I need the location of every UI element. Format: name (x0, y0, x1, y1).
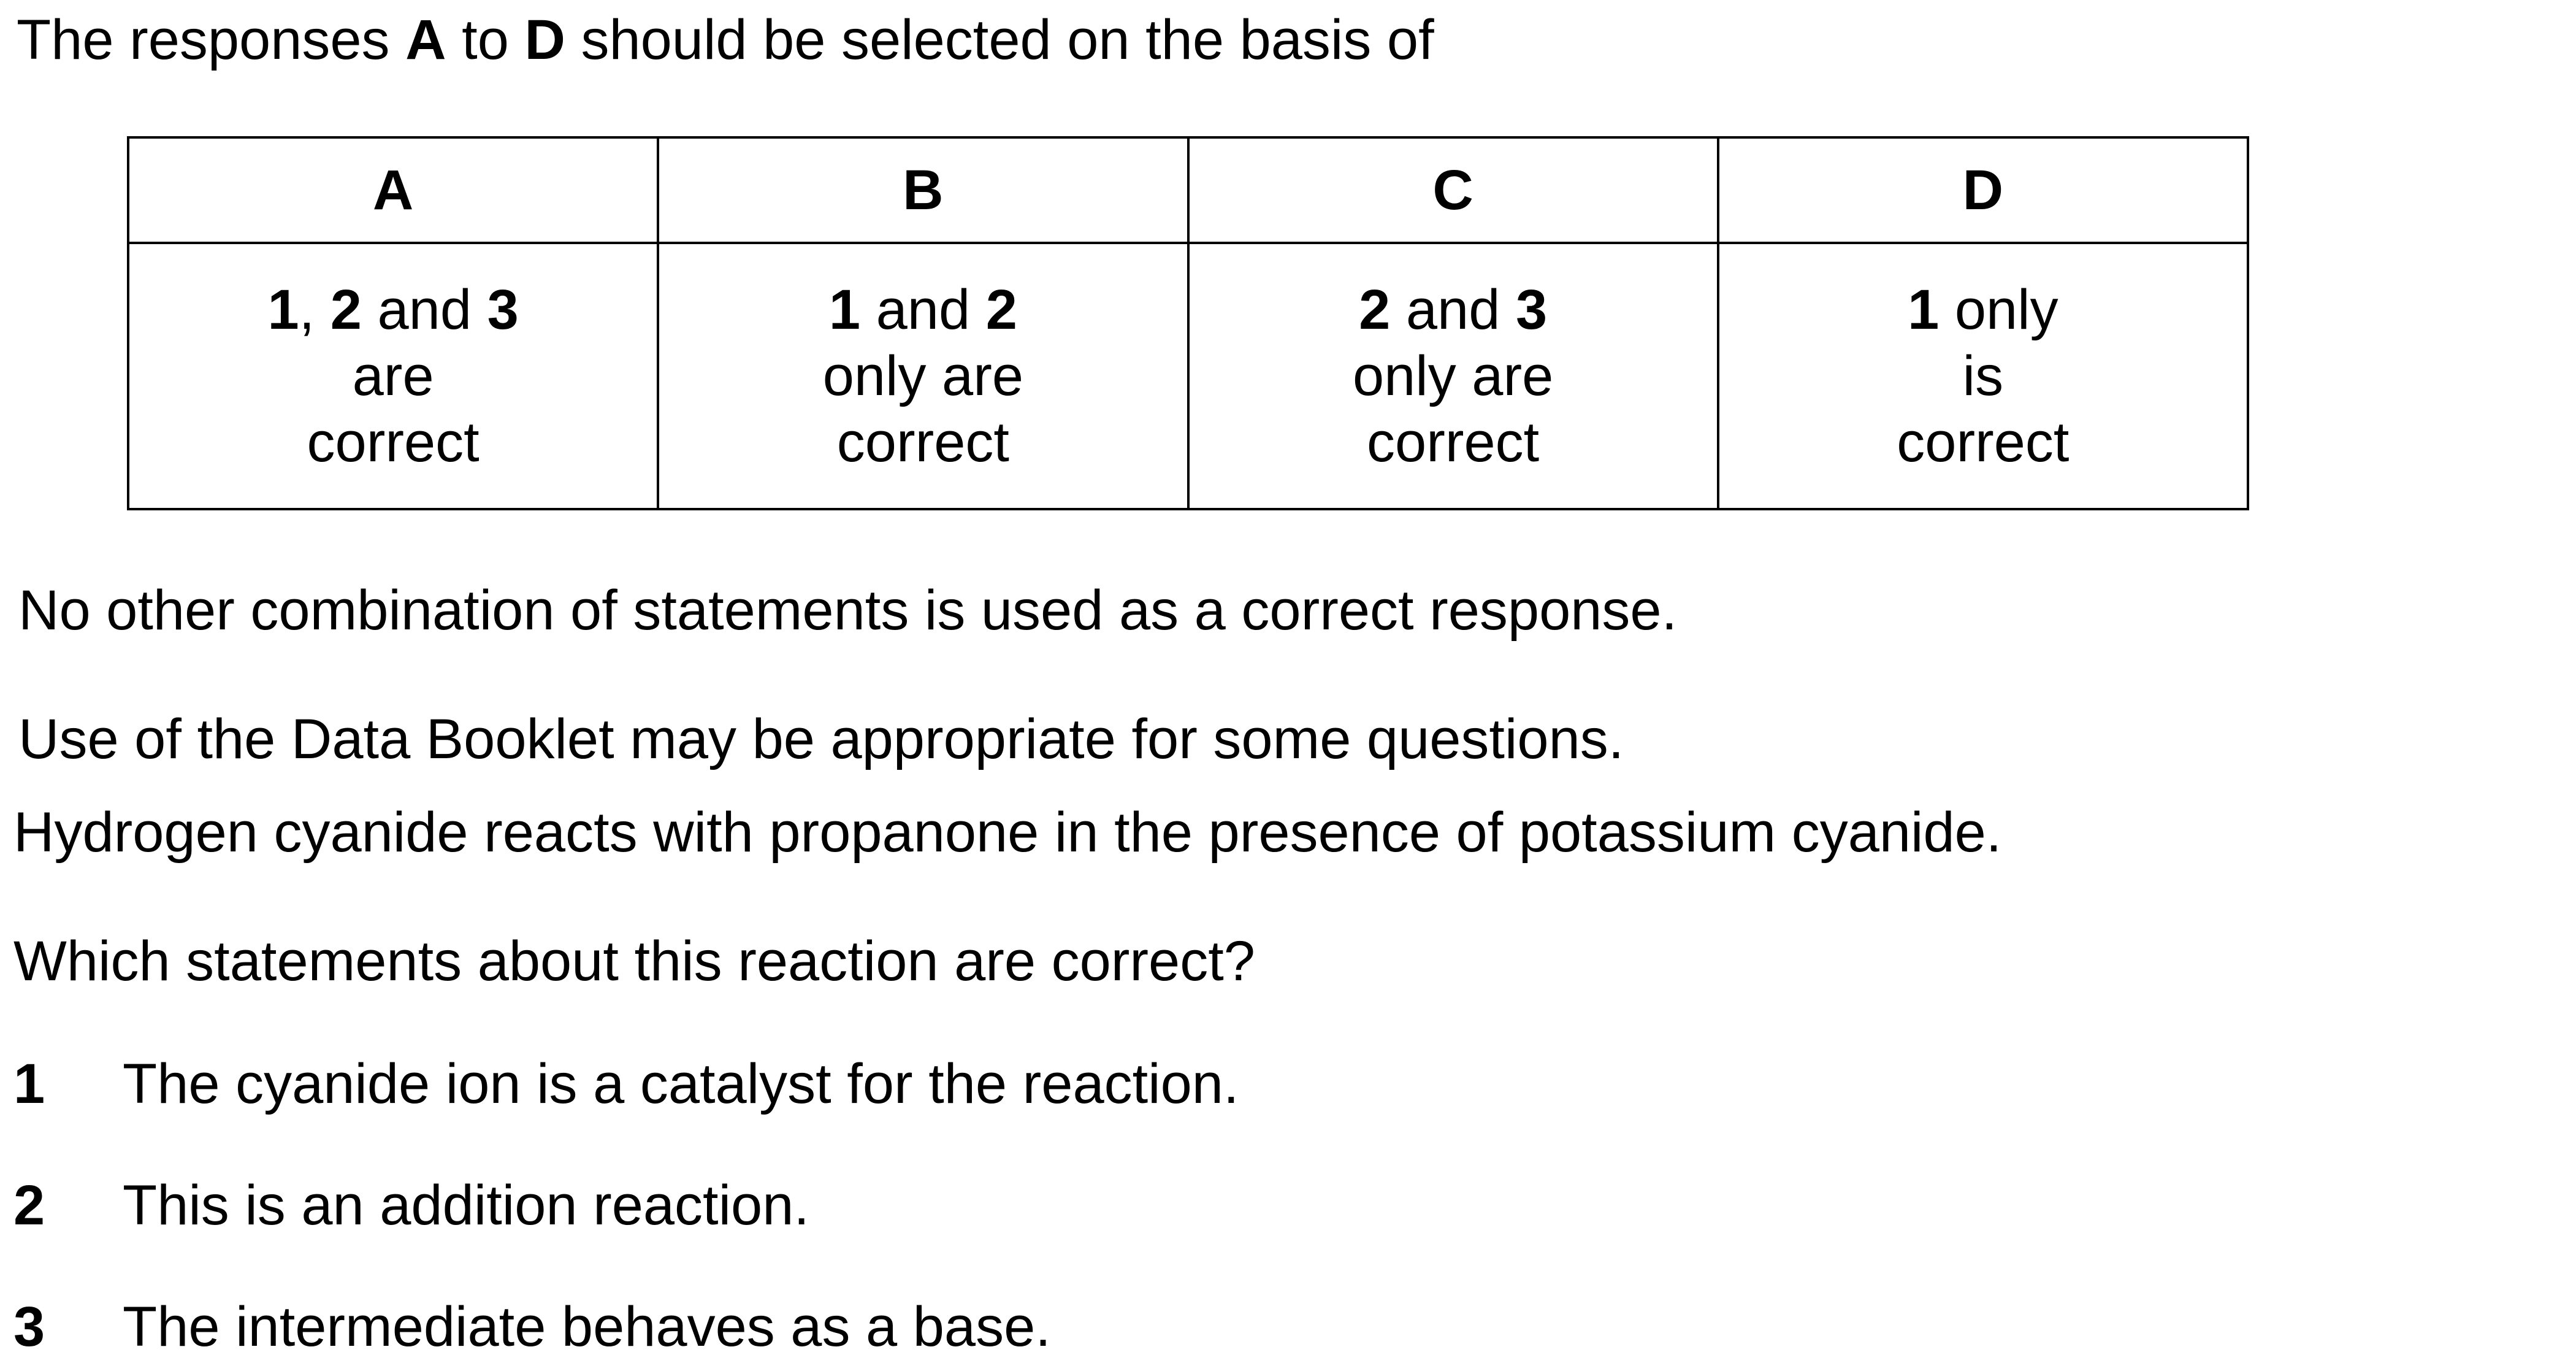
connector-text: and (860, 278, 986, 341)
response-cell-a-line-1 (129, 277, 657, 343)
statement-text: This is an addition reaction. (123, 1174, 809, 1237)
response-header-a: A (128, 137, 658, 243)
response-cell-c-line-2: only are (1352, 345, 1554, 407)
response-header-c: C (1188, 137, 1718, 243)
connector-text: only (1939, 278, 2058, 341)
response-key-table (127, 136, 2249, 510)
statement-number: 2 (1359, 278, 1391, 341)
response-cell-a-line-2: are (352, 345, 434, 407)
instructions-intro (17, 6, 1434, 74)
response-cell-b (658, 243, 1188, 509)
response-cell-d (1718, 243, 2248, 509)
response-cell-c-line-1 (1190, 277, 1717, 343)
statement-number: 2 (13, 1174, 45, 1237)
statement-text: The intermediate behaves as a base. (123, 1296, 1051, 1358)
response-cell-d-line-3: correct (1897, 411, 2070, 474)
connector-text: and (1390, 278, 1516, 341)
statement-number: 1 (267, 278, 299, 341)
response-cell-c-line-3: correct (1367, 411, 1540, 474)
response-key-header-row (128, 137, 2248, 243)
question-stem: Hydrogen cyanide reacts with propanone in the presence of potassium cyanide. (13, 801, 2002, 864)
response-cell-d-line-1 (1719, 277, 2247, 343)
combination-note: No other combination of statements is used as a correct response. (18, 579, 1678, 642)
response-key-body-row (128, 243, 2248, 509)
intro-letter-a: A (405, 9, 446, 71)
statement-number: 3 (13, 1296, 45, 1358)
response-cell-b-line-1 (659, 277, 1187, 343)
statement-number: 3 (487, 278, 519, 341)
connector-text: and (361, 278, 487, 341)
statement-number: 1 (13, 1053, 45, 1115)
response-cell-a (128, 243, 658, 509)
statement-number: 3 (1515, 278, 1548, 341)
statement-number: 2 (330, 278, 362, 341)
response-cell-c (1188, 243, 1718, 509)
response-cell-b-line-2: only are (822, 345, 1024, 407)
response-header-d: D (1718, 137, 2248, 243)
statement-number: 2 (985, 278, 1017, 341)
response-cell-b-line-3: correct (836, 411, 1009, 474)
intro-letter-d: D (524, 9, 565, 71)
statement-number: 1 (828, 278, 861, 341)
intro-text-2: to (446, 9, 525, 71)
response-cell-a-line-3: correct (307, 411, 480, 474)
statement-text: The cyanide ion is a catalyst for the reaction. (123, 1053, 1239, 1115)
question-prompt: Which statements about this reaction are correct? (13, 930, 1255, 992)
data-booklet-note: Use of the Data Booklet may be appropriate for some questions. (18, 708, 1624, 770)
statement-number: 1 (1908, 278, 1940, 341)
intro-text-3: should be selected on the basis of (565, 9, 1434, 71)
response-header-b: B (658, 137, 1188, 243)
connector-text: , (299, 278, 331, 341)
intro-text-1: The responses (17, 9, 406, 71)
response-cell-d-line-2: is (1962, 345, 2004, 407)
